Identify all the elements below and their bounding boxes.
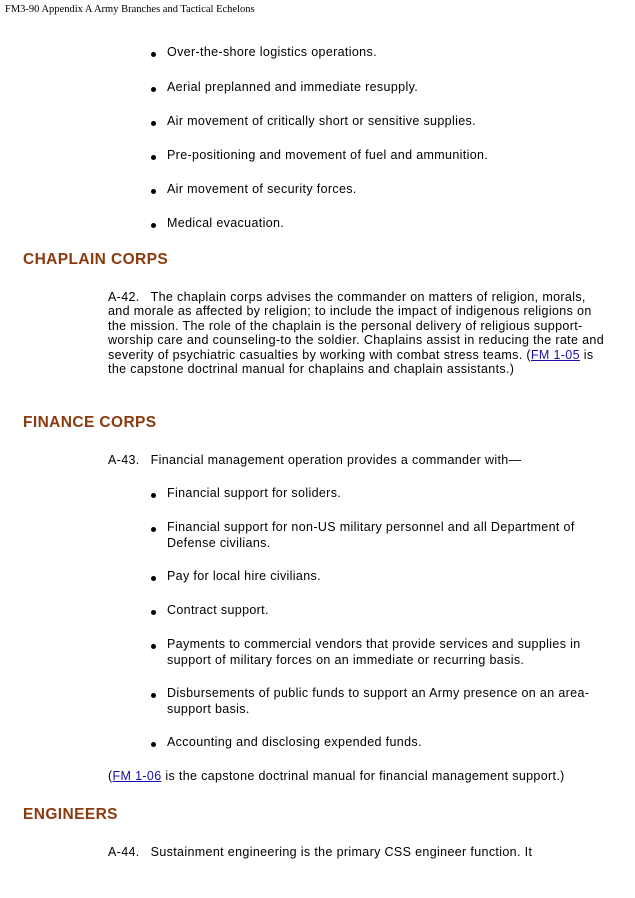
bullet-icon <box>151 693 156 698</box>
paragraph-number: A-43. <box>108 453 140 467</box>
list-item-text: Financial support for soliders. <box>167 486 342 500</box>
bullet-icon <box>151 644 156 649</box>
list-item-text: Air movement of security forces. <box>167 182 357 196</box>
list-item-text: Aerial preplanned and immediate resupply. <box>167 80 419 94</box>
fm-1-06-link[interactable]: FM 1-06 <box>112 769 162 783</box>
list-item-text: Accounting and disclosing expended funds. <box>167 735 422 749</box>
list-item <box>167 114 607 130</box>
bullet-icon <box>151 493 156 498</box>
list-item <box>167 637 607 668</box>
bullet-icon <box>151 87 156 92</box>
bullet-icon <box>151 155 156 160</box>
bullet-icon <box>151 52 156 57</box>
paragraph-a44 <box>108 845 606 859</box>
paragraph-number: A-42. <box>108 290 140 304</box>
note-text: is the capstone doctrinal manual for financial management support.) <box>161 769 565 783</box>
list-item <box>167 520 607 551</box>
paragraph-tail: is the capstone doctrinal manual for chaplains and chaplain assistants.) <box>108 347 594 377</box>
fm-1-05-link[interactable]: FM 1-05 <box>530 347 580 362</box>
list-item-text: Pre-positioning and movement of fuel and ammunition. <box>167 148 489 162</box>
list-item <box>167 486 607 502</box>
list-item-text: Over-the-shore logistics operations. <box>167 45 377 59</box>
list-item-text: Payments to commercial vendors that provide services and supplies in support of military forces on an immediate or recurring basis. <box>167 637 581 667</box>
paragraph-a42 <box>108 290 606 376</box>
list-item <box>167 216 607 232</box>
paragraph-text: The chaplain corps advises the commander on matters of religion, morals, and morale as affected by religion; to include the impact of indigenous religions on the mission. The role of the chaplain is the personal delivery of religious support-worship care and counseling-to the soldier. Chaplains assist in reducing the rate and severity of psychiatric casualties by working with combat stress teams. ( <box>108 290 604 362</box>
bullet-icon <box>151 742 156 747</box>
list-item <box>167 45 607 61</box>
list-item <box>167 182 607 198</box>
paragraph-a43 <box>108 453 606 467</box>
bullet-icon <box>151 527 156 532</box>
finance-corps-heading: FINANCE CORPS <box>23 414 157 431</box>
paragraph-number: A-44. <box>108 845 140 859</box>
list-item <box>167 80 607 96</box>
list-item-text: Medical evacuation. <box>167 216 285 230</box>
list-item-text: Contract support. <box>167 603 269 617</box>
list-item <box>167 686 607 717</box>
note-open: ( <box>108 769 113 783</box>
bullet-icon <box>151 223 156 228</box>
bullet-icon <box>151 189 156 194</box>
list-item <box>167 603 607 619</box>
bullet-icon <box>151 121 156 126</box>
list-item <box>167 735 607 751</box>
engineers-heading: ENGINEERS <box>23 806 118 823</box>
paragraph-text: Sustainment engineering is the primary CSS engineer function. It <box>150 845 533 859</box>
list-item-text: Disbursements of public funds to support an Army presence on an area-support basis. <box>167 686 590 716</box>
paragraph-text: Financial management operation provides a commander with— <box>150 453 522 467</box>
list-item-text: Financial support for non-US military personnel and all Department of Defense civilians. <box>167 520 575 550</box>
bullet-icon <box>151 610 156 615</box>
list-item <box>167 569 607 585</box>
bullet-icon <box>151 576 156 581</box>
list-item <box>167 148 607 164</box>
chaplain-corps-heading: CHAPLAIN CORPS <box>23 251 169 268</box>
list-item-text: Air movement of critically short or sensitive supplies. <box>167 114 476 128</box>
finance-reference-note <box>108 769 606 783</box>
running-head: FM3-90 Appendix A Army Branches and Tactical Echelons <box>5 4 255 15</box>
list-item-text: Pay for local hire civilians. <box>167 569 321 583</box>
